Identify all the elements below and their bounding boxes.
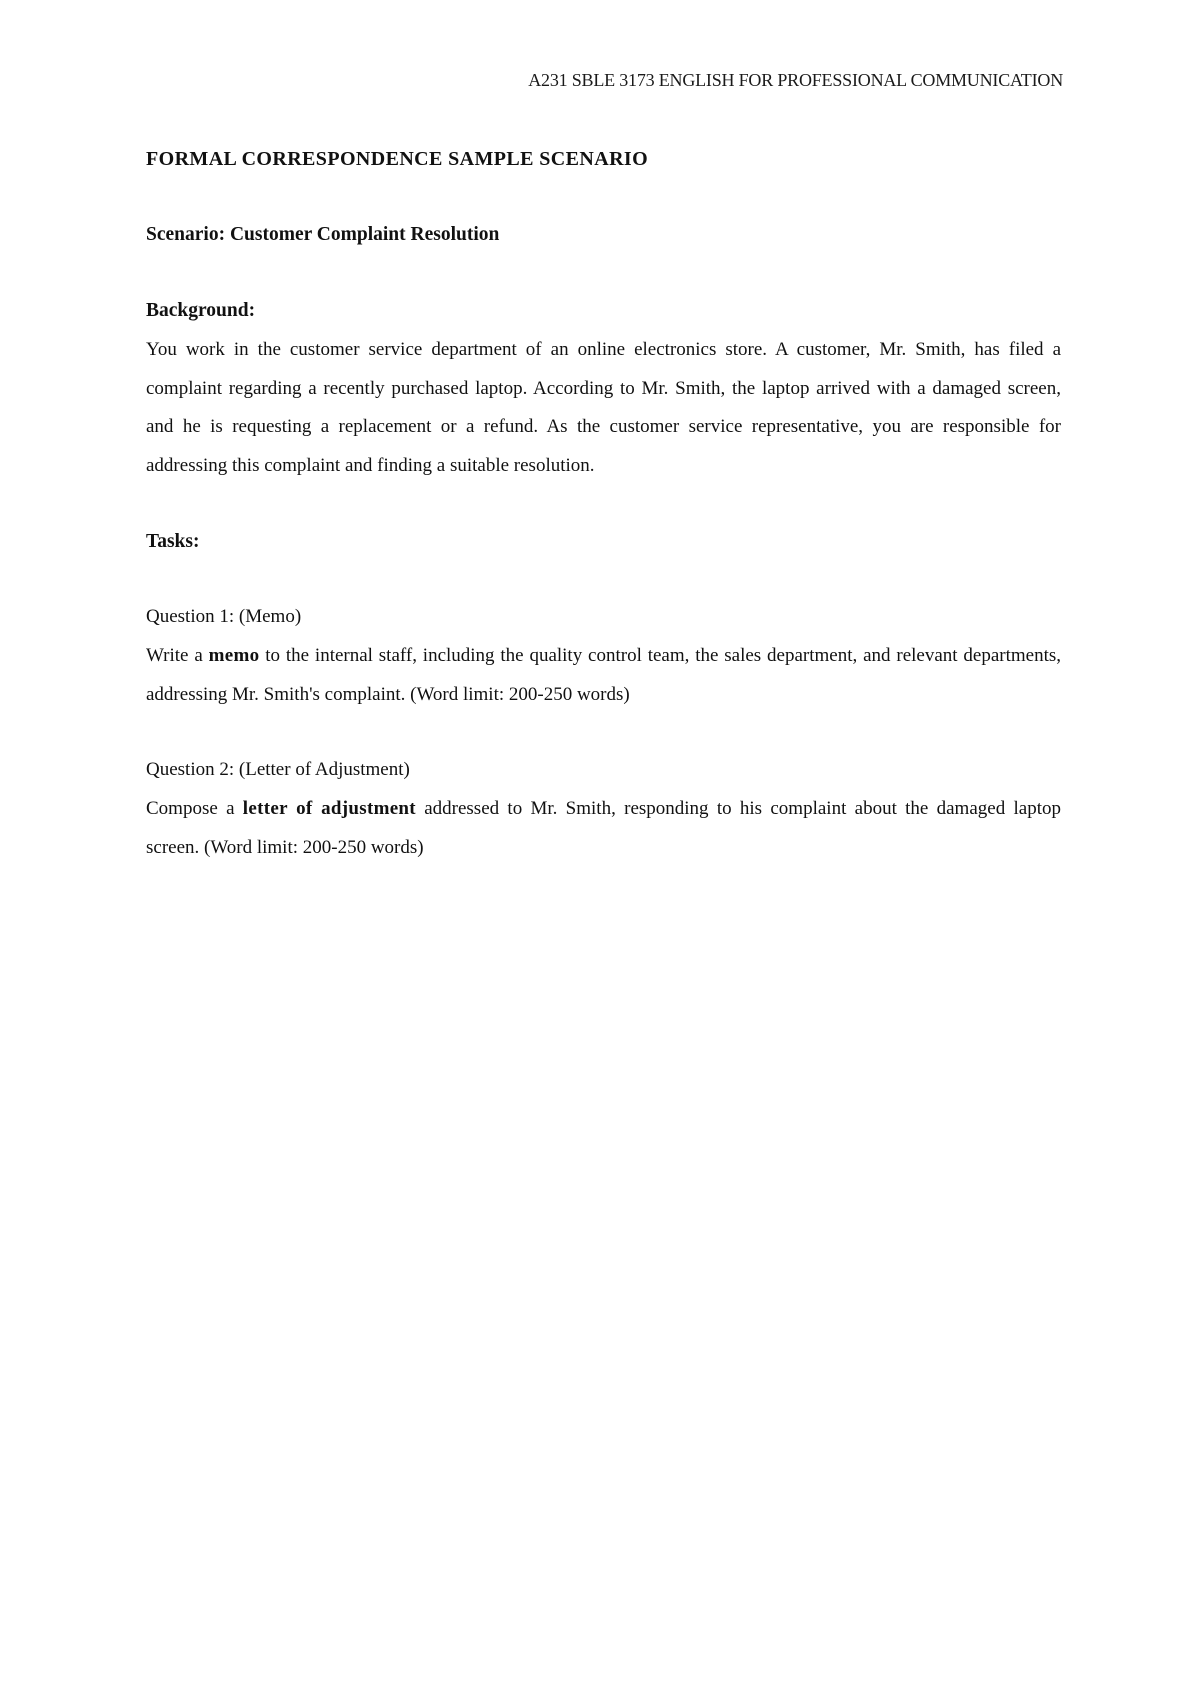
question-1-bold-term: memo (208, 645, 260, 666)
question-1-paragraph (146, 637, 1061, 714)
document-title: FORMAL CORRESPONDENCE SAMPLE SCENARIO (146, 148, 649, 170)
question-2-label: Question 2: (Letter of Adjustment) (146, 759, 410, 780)
background-paragraph: You work in the customer service department of an online electronics store. A customer, Mr. Smith, has filed a complaint regarding a recently purchased laptop. According to Mr. Smith, the laptop arrived with a damaged screen, and he is requesting a replacement or a refund. As the customer service representative, you are responsible for addressing this complaint and finding a suitable resolution. (146, 339, 1061, 476)
scenario-title: Scenario: Customer Complaint Resolution (146, 224, 500, 245)
question-2-paragraph (146, 790, 1061, 867)
course-header: A231 SBLE 3173 ENGLISH FOR PROFESSIONAL COMMUNICATION (528, 70, 1063, 90)
question-1-text-before: Write a (146, 645, 209, 666)
question-2-bold-term: letter of adjustment (242, 798, 416, 819)
question-2-text-before: Compose a (146, 798, 243, 819)
tasks-heading: Tasks: (146, 531, 200, 552)
document-body (146, 143, 1061, 867)
question-1-text-after: to the internal staff, including the quality control team, the sales department, and relevant departments, addressing Mr. Smith's complaint. (Word limit: 200-250 words) (146, 645, 1061, 705)
question-2-text-after: addressed to Mr. Smith, responding to his complaint about the damaged laptop screen. (Word limit: 200-250 words) (146, 798, 1061, 858)
question-1-label: Question 1: (Memo) (146, 606, 302, 627)
background-heading: Background: (146, 300, 256, 321)
